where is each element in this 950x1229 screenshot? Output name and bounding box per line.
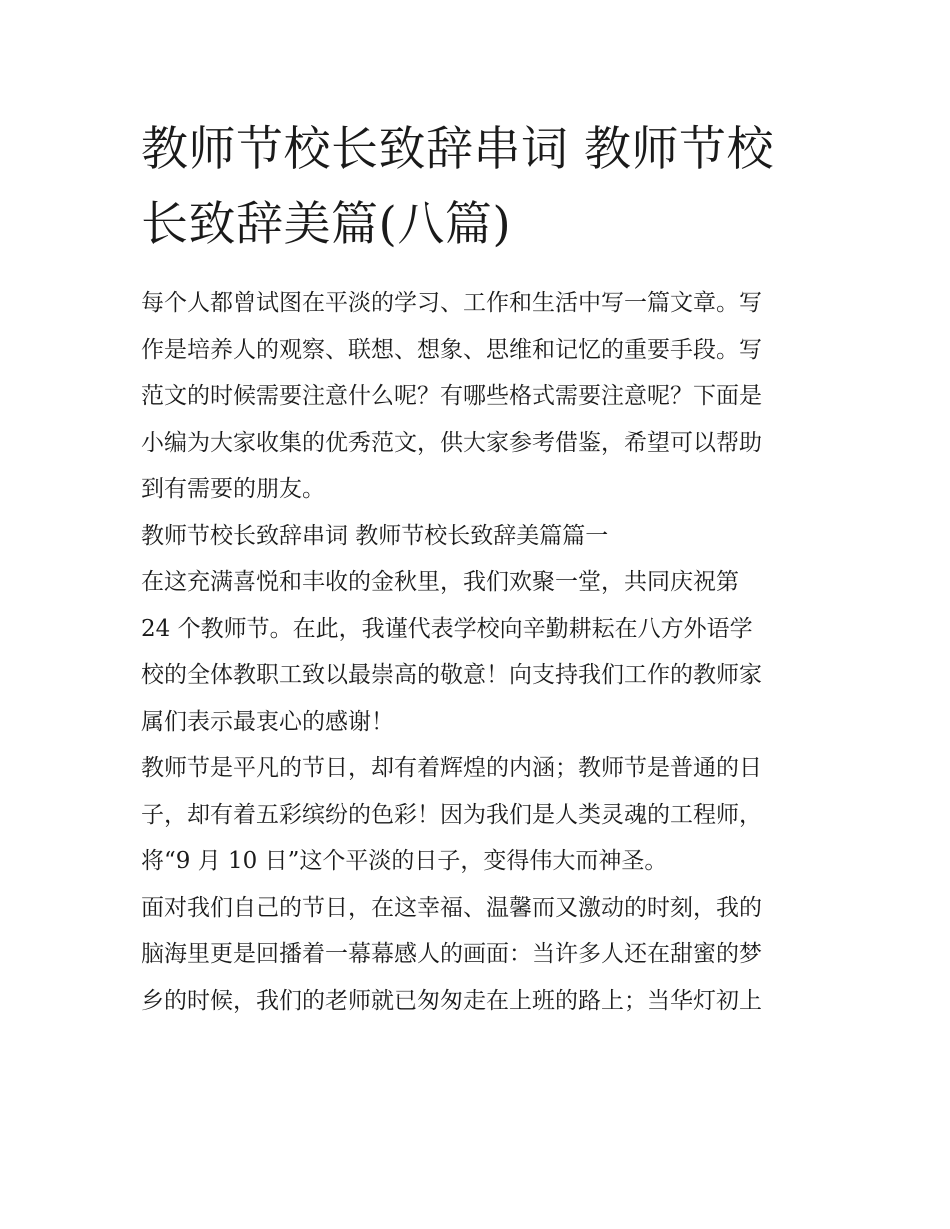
document-body	[141, 112, 813, 1024]
text-line: 教师节校长致辞串词 教师节校长致辞美篇篇一	[141, 522, 609, 549]
text-line: 每个人都曾试图在平淡的学习、工作和生活中写一篇文章。写	[141, 290, 762, 316]
text-line: 范文的时候需要注意什么呢？有哪些格式需要注意呢？下面是	[141, 383, 762, 409]
text-line: 在这充满喜悦和丰收的金秋里，我们欢聚一堂，共同庆祝第	[141, 569, 739, 595]
document-title	[141, 112, 813, 262]
text-line: 属们表示最衷心的感谢！	[141, 708, 394, 735]
text-line: 面对我们自己的节日，在这幸福、温馨而又激动的时刻，我的	[141, 894, 762, 921]
text-line: 作是培养人的观察、联想、想象、思维和记忆的重要手段。写	[141, 336, 762, 363]
text-line: 校的全体教职工致以最崇高的敬意！向支持我们工作的教师家	[141, 662, 762, 688]
text-line: 小编为大家收集的优秀范文，供大家参考借鉴，希望可以帮助	[141, 429, 762, 456]
text-line: 乡的时候，我们的老师就已匆匆走在上班的路上；当华灯初上	[141, 987, 762, 1014]
section-heading	[141, 513, 813, 560]
body-paragraph	[141, 885, 813, 1025]
title-line: 教师节校长致辞串词 教师节校	[141, 122, 774, 177]
text-line: 24 个教师节。在此，我谨代表学校向辛勤耕耘在八方外语学	[141, 615, 753, 642]
text-line: 到有需要的朋友。	[141, 476, 325, 502]
intro-paragraph	[141, 280, 813, 513]
body-paragraph	[141, 559, 813, 745]
body-paragraph	[141, 745, 813, 885]
title-line: 长致辞美篇(八篇)	[141, 197, 512, 252]
text-line: 将“9 月 10 日”这个平淡的日子，变得伟大而神圣。	[141, 848, 668, 874]
text-line: 子，却有着五彩缤纷的色彩！因为我们是人类灵魂的工程师，	[141, 801, 762, 828]
text-line: 脑海里更是回播着一幕幕感人的画面：当许多人还在甜蜜的梦	[141, 941, 762, 967]
text-line: 教师节是平凡的节日，却有着辉煌的内涵；教师节是普通的日	[141, 755, 762, 781]
